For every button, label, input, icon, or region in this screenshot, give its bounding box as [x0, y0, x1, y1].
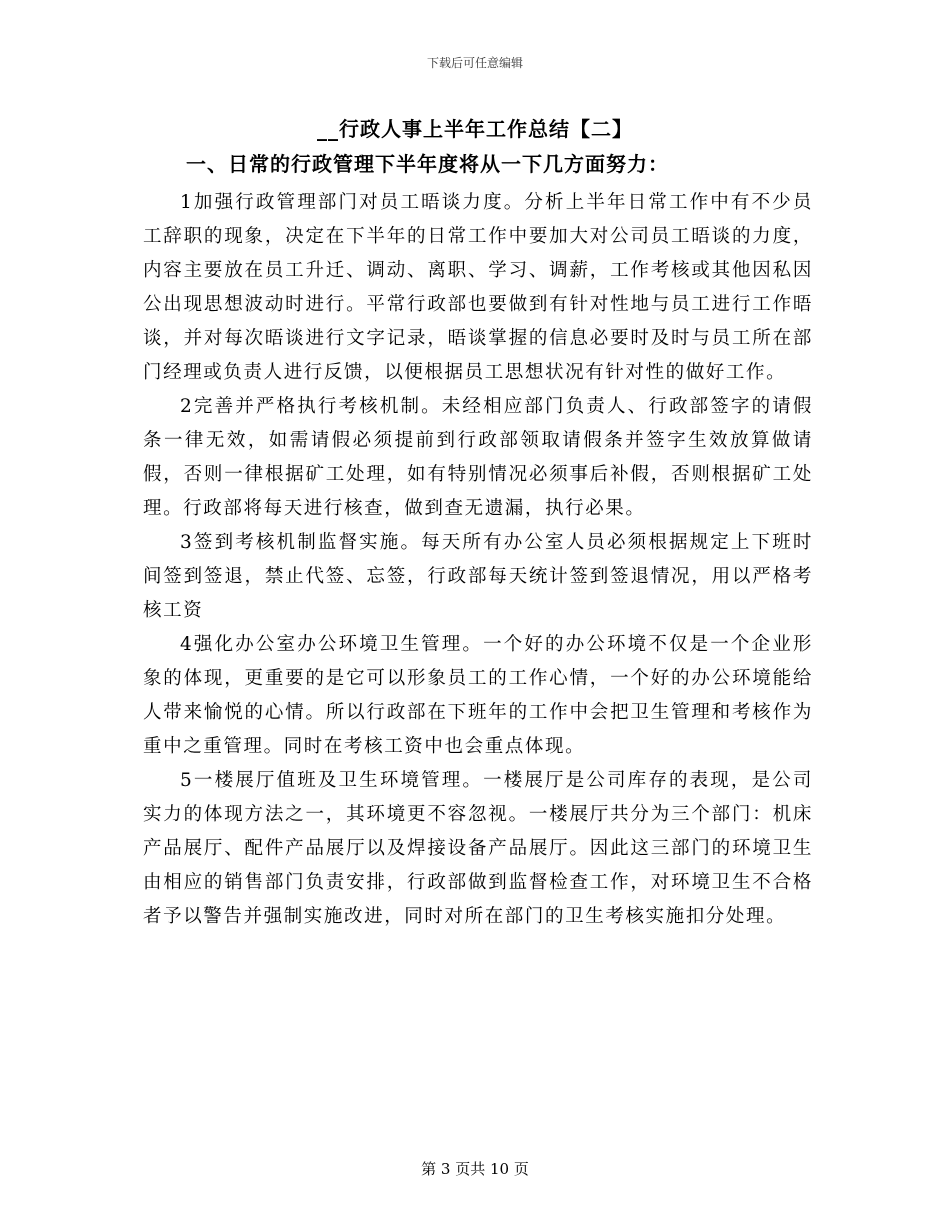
paragraph-2: 2完善并严格执行考核机制。未经相应部门负责人、行政部签字的请假条一律无效，如需请假必须提前到行政部领取请假条并签字生效放算做请假，否则一律根据矿工处理，如有特别情况必须事后补假，否则根据矿工处理。行政部将每天进行核查，做到查无遗漏，执行必果。	[143, 396, 813, 519]
header-note: 下载后可任意编辑	[426, 56, 523, 70]
page-number-footer: 第 3 页共 10 页	[421, 1160, 529, 1178]
section-heading: 一、日常的行政管理下半年度将从一下几方面努力：	[186, 152, 669, 176]
paragraph-4: 4强化办公室办公环境卫生管理。一个好的办公环境不仅是一个企业形象的体现，更重要的是它可以形象员工的工作心情，一个好的办公环境能给人带来愉悦的心情。所以行政部在下班年的工作中会把卫生管理和考核作为重中之重管理。同时在考核工资中也会重点体现。	[143, 634, 813, 757]
document-title: __行政人事上半年工作总结【二】	[317, 117, 633, 141]
paragraph-3: 3签到考核机制监督实施。每天所有办公室人员必须根据规定上下班时间签到签退，禁止代签、忘签，行政部每天统计签到签退情况，用以严格考核工资	[143, 532, 813, 621]
paragraph-5: 5一楼展厅值班及卫生环境管理。一楼展厅是公司库存的表现，是公司实力的体现方法之一，其环境更不容忽视。一楼展厅共分为三个部门：机床产品展厅、配件产品展厅以及焊接设备产品展厅。因此这三部门的环境卫生由相应的销售部门负责安排，行政部做到监督检查工作，对环境卫生不合格者予以警告并强制实施改进，同时对所在部门的卫生考核实施扣分处理。	[143, 770, 813, 927]
paragraph-1: 1加强行政管理部门对员工晤谈力度。分析上半年日常工作中有不少员工辞职的现象，决定在下半年的日常工作中要加大对公司员工晤谈的力度，内容主要放在员工升迁、调动、离职、学习、调薪，工作考核或其他因私因公出现思想波动时进行。平常行政部也要做到有针对性地与员工进行工作晤谈，并对每次晤谈进行文字记录，晤谈掌握的信息必要时及时与员工所在部门经理或负责人进行反馈，以便根据员工思想状况有针对性的做好工作。	[143, 192, 813, 383]
document-body	[143, 186, 813, 934]
